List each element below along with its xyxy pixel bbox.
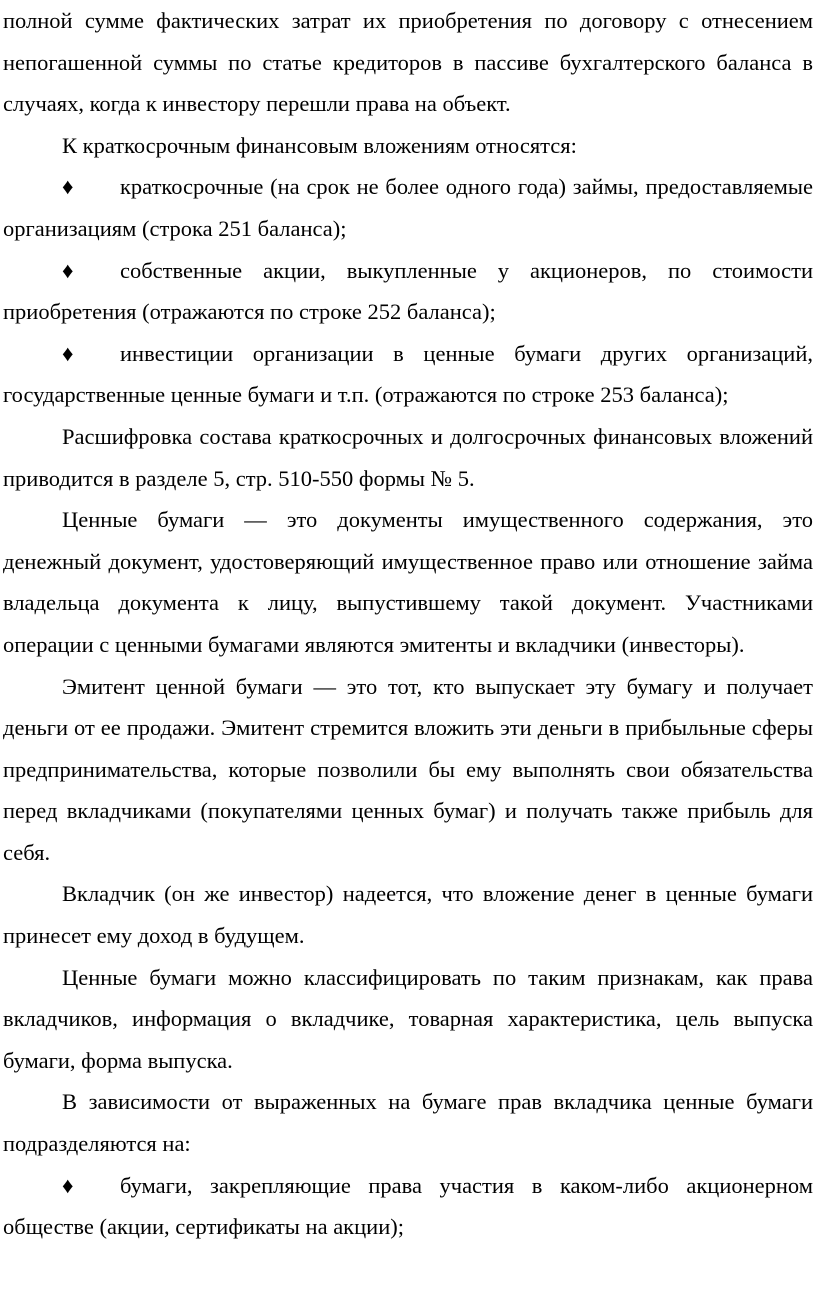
list-item: [3, 166, 813, 249]
paragraph: Эмитент ценной бумаги — это тот, кто выпускает эту бумагу и получает деньги от ее продажи. Эмитент стремится вложить эти деньги в прибыльные сферы предпринимательства, которые позволили бы ему выполнять свои обязательства перед вкладчиками (покупателями ценных бумаг) и получать также прибыль для себя.: [3, 673, 813, 865]
list-item-text: бумаги, закрепляющие права участия в каком-либо акционерном обществе (акции, сертификаты на акции);: [3, 1172, 813, 1240]
list-item-text: собственные акции, выкупленные у акционеров, по стоимости приобретения (отражаются по строке 252 баланса);: [3, 257, 813, 325]
list-item: [3, 1165, 813, 1248]
list-item: [3, 250, 813, 333]
list-item: [3, 333, 813, 416]
diamond-bullet-icon: ♦: [62, 174, 74, 200]
diamond-bullet-icon: ♦: [62, 257, 74, 283]
list-item-text: инвестиции организации в ценные бумаги других организаций, государственные ценные бумаги и т.п. (отражаются по строке 253 баланса);: [3, 340, 813, 408]
paragraph: Ценные бумаги — это документы имущественного содержания, это денежный документ, удостоверяющий имущественное право или отношение займа владельца документа к лицу, выпустившему такой документ. Участниками операции с ценными бумагами являются эмитенты и вкладчики (инвесторы).: [3, 507, 813, 657]
paragraph: В зависимости от выраженных на бумаге прав вкладчика ценные бумаги подразделяются на:: [3, 1089, 813, 1157]
paragraph: Вкладчик (он же инвестор) надеется, что вложение денег в ценные бумаги принесет ему доход в будущем.: [3, 881, 813, 949]
diamond-bullet-icon: ♦: [62, 1172, 74, 1198]
list-item-text: краткосрочные (на срок не более одного года) займы, предоставляемые организациям (строка 251 баланса);: [3, 174, 813, 241]
paragraph: Расшифровка состава краткосрочных и долгосрочных финансовых вложений приводится в разделе 5, стр. 510-550 формы № 5.: [3, 423, 813, 491]
paragraph: Ценные бумаги можно классифицировать по таким признакам, как права вкладчиков, информация о вкладчике, товарная характеристика, цель выпуска бумаги, форма выпуска.: [3, 964, 813, 1073]
diamond-bullet-icon: ♦: [62, 340, 74, 366]
paragraph: К краткосрочным финансовым вложениям относятся:: [62, 132, 577, 158]
paragraph: полной сумме фактических затрат их приобретения по договору с отнесением непогашенной суммы по статье кредиторов в пассиве бухгалтерского баланса в случаях, когда к инвестору перешли права на объект.: [3, 8, 813, 117]
